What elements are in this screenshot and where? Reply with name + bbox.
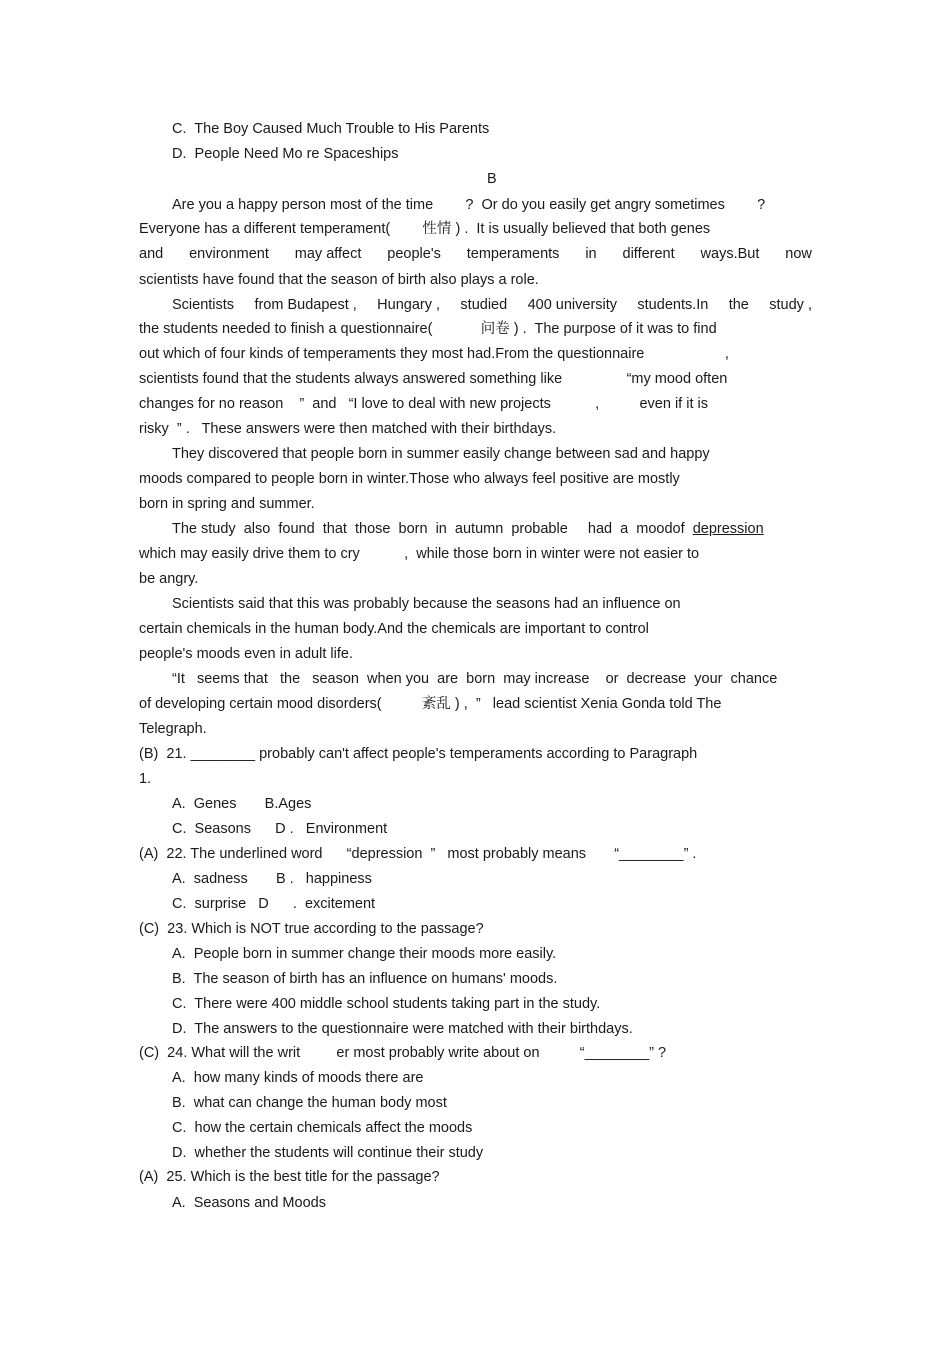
question-25-stem: (A) 25. Which is the best title for the passage? (139, 1169, 440, 1185)
p4-line-1: The study also found that those born in autumn probable had a moodof depression (172, 521, 764, 537)
prev-option-d: D. People Need Mo re Spaceships (172, 146, 399, 162)
question-22-options-cd: C. surprise D . excitement (172, 896, 376, 912)
p4-line-3: be angry. (139, 571, 199, 587)
p2-line-1: Scientists from Budapest , Hungary , studied 400 university students.In the study , (172, 297, 812, 313)
p5-line-1: Scientists said that this was probably because the seasons had an influence on (172, 596, 681, 612)
question-23-option-d: D. The answers to the questionnaire were matched with their birthdays. (172, 1021, 633, 1037)
p2-line-6: risky ” . These answers were then matched with their birthdays. (139, 421, 557, 437)
question-24-option-b: B. what can change the human body most (172, 1095, 447, 1111)
p5-line-2: certain chemicals in the human body.And the chemicals are important to control (139, 621, 649, 637)
p2-line-4: scientists found that the students always answered something like “my mood often (139, 371, 728, 387)
question-22-options-ab: A. sadness B . happiness (172, 871, 372, 887)
p3-line-1: They discovered that people born in summer easily change between sad and happy (172, 446, 710, 462)
prev-option-c: C. The Boy Caused Much Trouble to His Parents (172, 121, 490, 137)
question-25-option-a: A. Seasons and Moods (172, 1195, 326, 1211)
question-22-stem: (A) 22. The underlined word “depression ” most probably means “________” . (139, 846, 697, 862)
p2-line-2: the students needed to finish a questionnaire( 问卷 ) . The purpose of it was to find (139, 321, 717, 337)
question-24-stem: (C) 24. What will the writ er most probably write about on “________” ? (139, 1045, 667, 1061)
p4-line-2: which may easily drive them to cry , while those born in winter were not easier to (139, 546, 700, 562)
question-21-stem: (B) 21. ________ probably can't affect people's temperaments according to Paragraph (139, 746, 698, 762)
question-21-options-cd: C. Seasons D . Environment (172, 821, 388, 837)
p2-line-5: changes for no reason ” and “I love to deal with new projects , even if it is (139, 396, 708, 412)
p1-line-2: Everyone has a different temperament( 性情 ) . It is usually believed that both genes (139, 221, 711, 237)
p6-line-3: Telegraph. (139, 721, 207, 737)
section-heading: B (487, 171, 497, 187)
p1-line-3: and environment may affect people's temperaments in different ways.But now (139, 246, 812, 262)
question-23-option-b: B. The season of birth has an influence on humans' moods. (172, 971, 558, 987)
p6-line-2: of developing certain mood disorders( 紊乱 ) , ” lead scientist Xenia Gonda told The (139, 696, 722, 712)
p5-line-3: people's moods even in adult life. (139, 646, 353, 662)
question-24-option-c: C. how the certain chemicals affect the moods (172, 1120, 473, 1136)
p2-line-3: out which of four kinds of temperaments they most had.From the questionnaire , (139, 346, 729, 362)
p3-line-2: moods compared to people born in winter.Those who always feel positive are mostly (139, 471, 680, 487)
question-23-option-a: A. People born in summer change their moods more easily. (172, 946, 557, 962)
p1-line-4: scientists have found that the season of birth also plays a role. (139, 272, 539, 288)
question-21-options-ab: A. Genes B.Ages (172, 796, 312, 812)
p6-line-1: “It seems that the season when you are born may increase or decrease your chance (172, 671, 778, 687)
underlined-word: depression (692, 521, 764, 537)
p1-line-1: Are you a happy person most of the time ? Or do you easily get angry sometimes ? (172, 197, 766, 213)
question-24-option-d: D. whether the students will continue their study (172, 1145, 484, 1161)
question-24-option-a: A. how many kinds of moods there are (172, 1070, 424, 1086)
question-23-option-c: C. There were 400 middle school students taking part in the study. (172, 996, 601, 1012)
question-21-stem-cont: 1. (139, 771, 152, 787)
question-23-stem: (C) 23. Which is NOT true according to the passage? (139, 921, 484, 937)
p3-line-3: born in spring and summer. (139, 496, 315, 512)
